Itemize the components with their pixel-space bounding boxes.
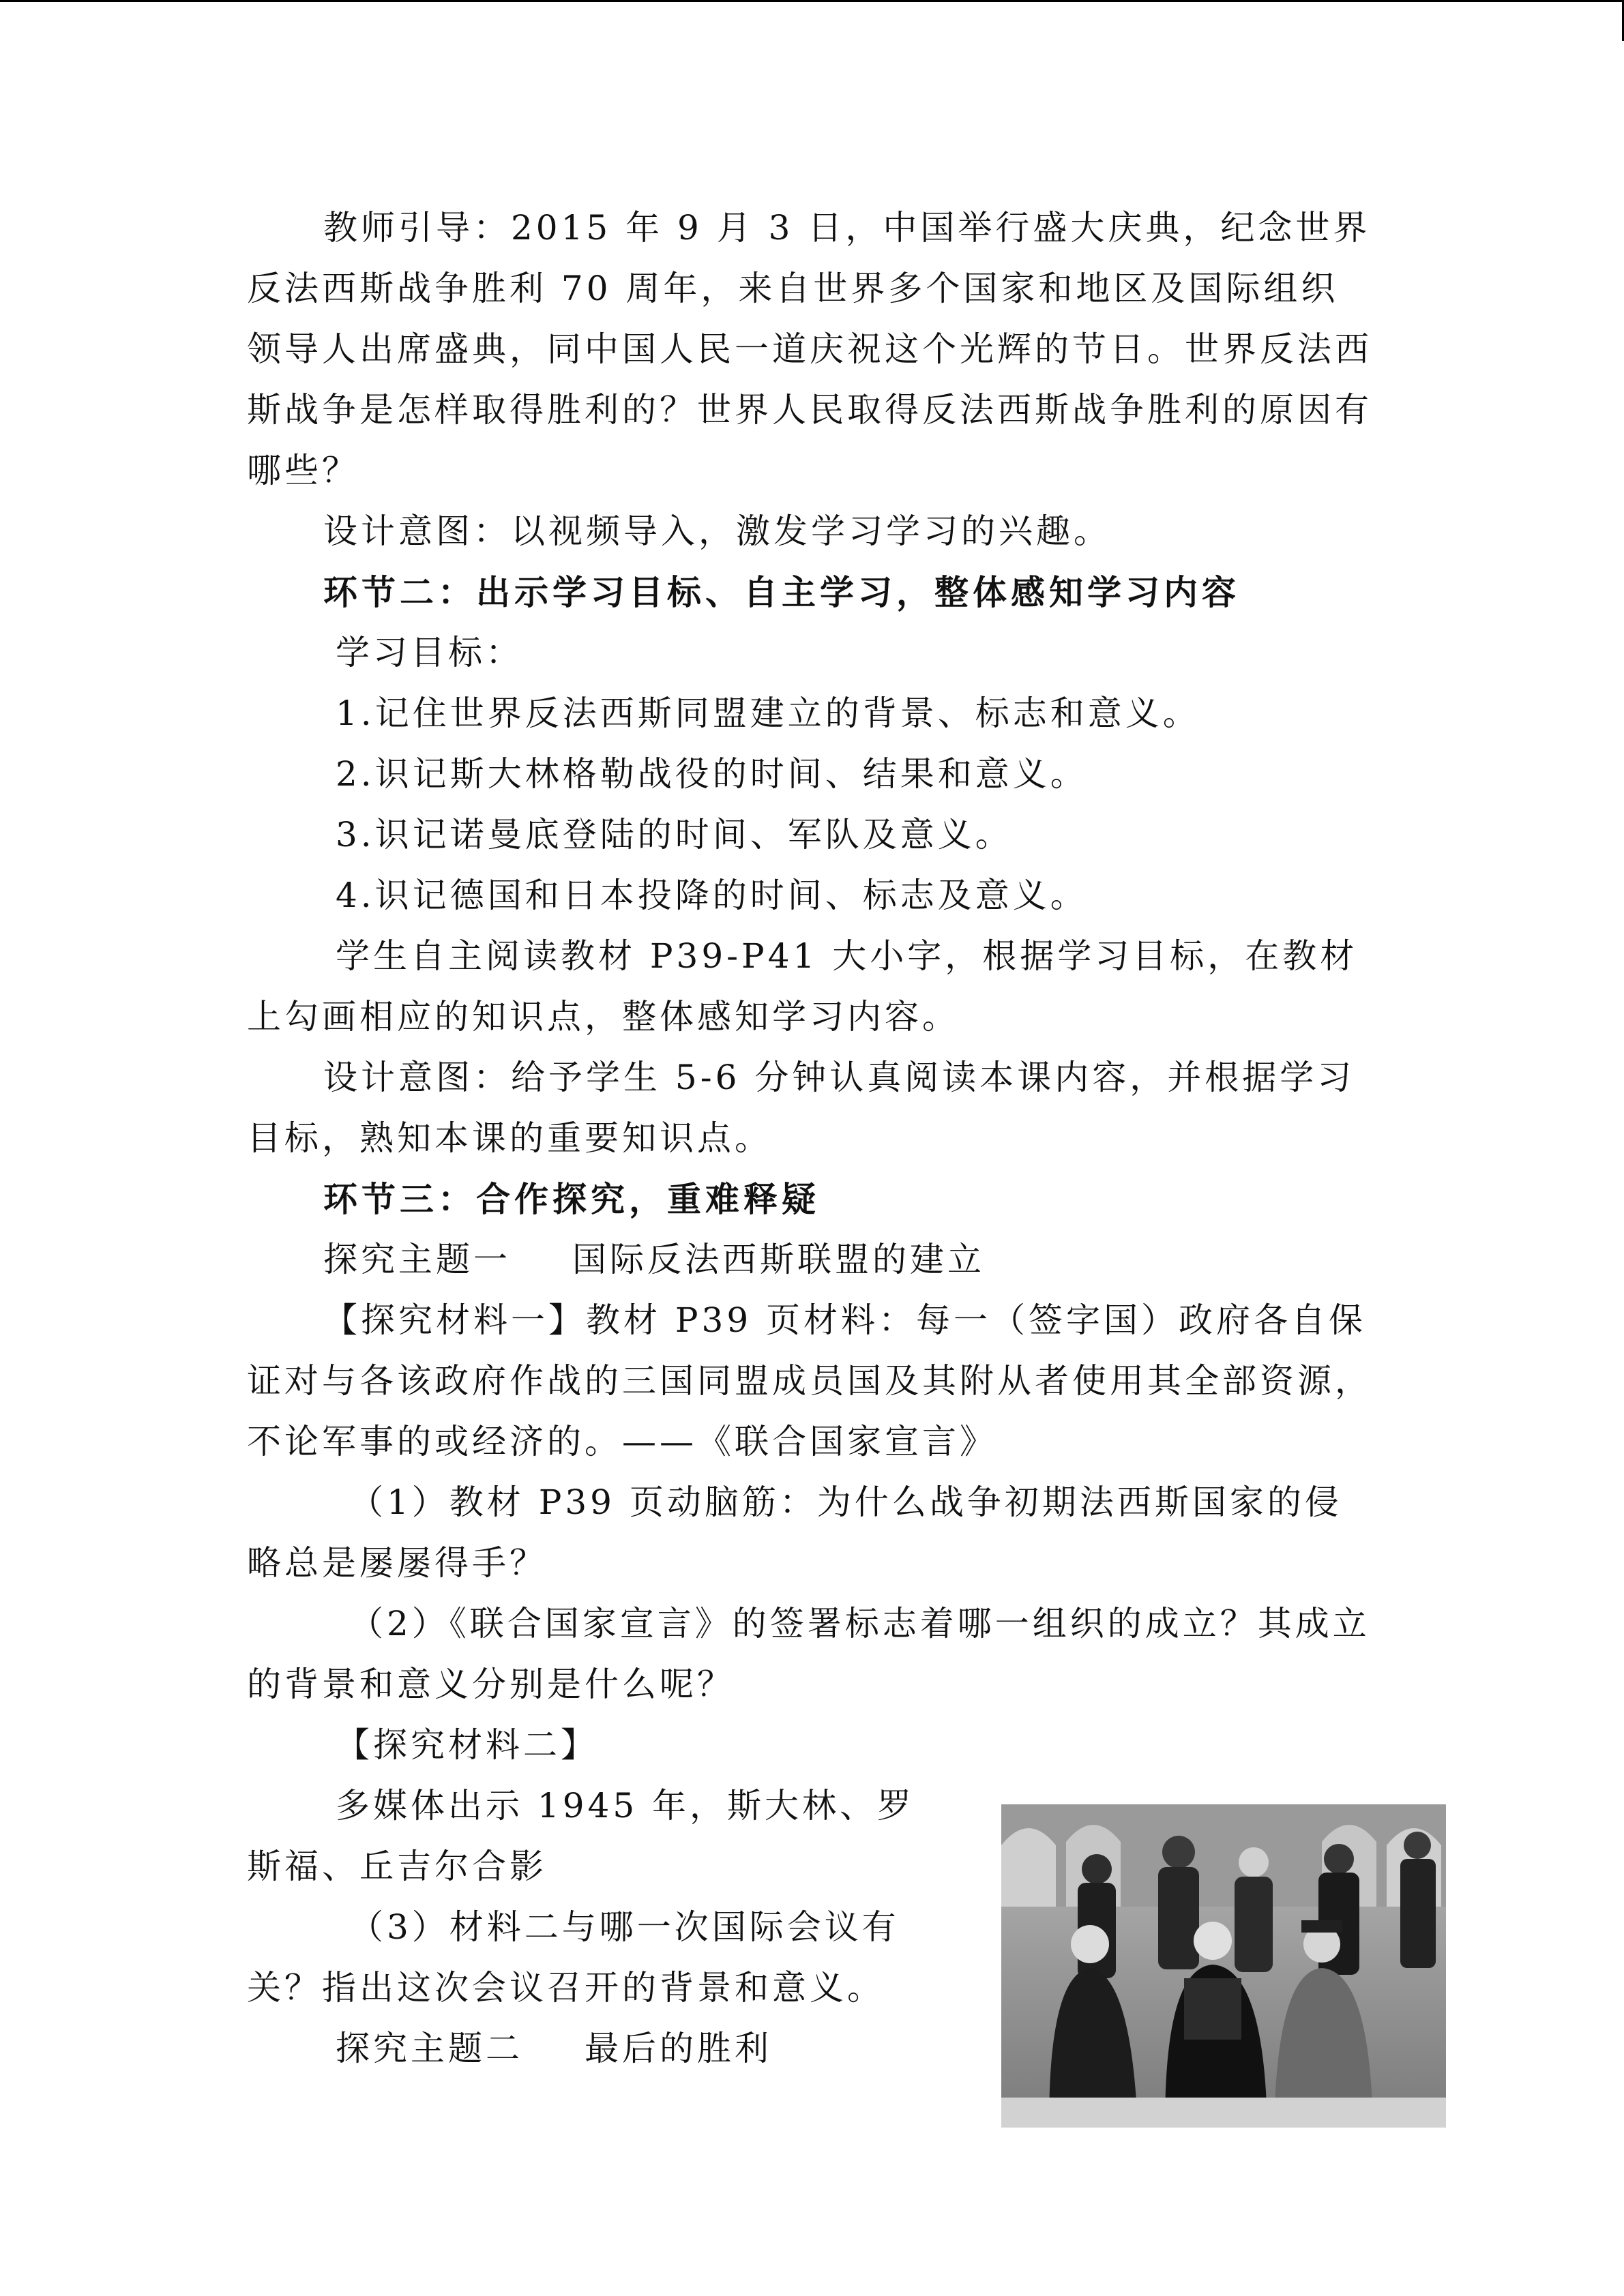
design-intent-2: 设计意图：给予学生 5-6 分钟认真阅读本课内容，并根据学习目标，熟知本课的重要知识点。: [247, 1058, 1355, 1158]
question-1: （1）教材 P39 页动脑筋：为什么战争初期法西斯国家的侵略总是屡屡得手？: [247, 1482, 1342, 1583]
inquiry-material-1: 【探究材料一】教材 P39 页材料：每一（签字国）政府各自保证对与各该政府作战的三国同盟成员国及其附从者使用其全部资源，不论军事的或经济的。——《联合国家宣言》: [247, 1300, 1372, 1461]
goal-item-1: 1.记住世界反法西斯同盟建立的背景、标志和意义。: [336, 694, 1200, 733]
inquiry-topic-1-title: 国际反法西斯联盟的建立: [572, 1240, 985, 1279]
page-border-top: [0, 0, 1624, 2]
section-heading-2: 环节二：出示学习目标、自主学习，整体感知学习内容: [323, 572, 1240, 612]
goal-item-4: 4.识记德国和日本投降的时间、标志及意义。: [336, 876, 1088, 915]
document-body: [247, 198, 1372, 2079]
section-heading-3: 环节三：合作探究，重难释疑: [323, 1179, 820, 1219]
question-2: （2）《联合国家宣言》的签署标志着哪一组织的成立？其成立的背景和意义分别是什么呢？: [247, 1604, 1370, 1704]
learning-goals-label: 学习目标：: [336, 633, 523, 672]
inquiry-topic-2-label: 探究主题二: [336, 2029, 523, 2068]
inquiry-topic-1-label: 探究主题一: [323, 1240, 511, 1279]
inquiry-material-2-text: 多媒体出示 1945 年，斯大林、罗斯福、丘吉尔合影: [247, 1786, 915, 1886]
inquiry-topic-1: [247, 1229, 1372, 1290]
photo-illustration: [1001, 1804, 1446, 2128]
inquiry-material-2-label: 【探究材料二】: [336, 1725, 598, 1765]
goal-item-3: 3.识记诺曼底登陆的时间、军队及意义。: [336, 815, 1013, 854]
self-study-paragraph: 学生自主阅读教材 P39-P41 大小字，根据学习目标，在教材上勾画相应的知识点，整体感知学习内容。: [247, 936, 1358, 1037]
inquiry-topic-2-title: 最后的胜利: [585, 2029, 772, 2068]
question-3: （3）材料二与哪一次国际会议有关？指出这次会议召开的背景和意义。: [247, 1907, 900, 2008]
yalta-leaders-photo: [1001, 1804, 1446, 2128]
teacher-guidance-paragraph: 教师引导：2015 年 9 月 3 日，中国举行盛大庆典，纪念世界反法西斯战争胜利 70 周年，来自世界多个国家和地区及国际组织领导人出席盛典，同中国人民一道庆祝这个光辉的节日。世界反法西斯战争是怎样取得胜利的？世界人民取得反法西斯战争胜利的原因有哪些？: [247, 208, 1372, 490]
goal-item-2: 2.识记斯大林格勒战役的时间、结果和意义。: [336, 754, 1088, 794]
design-intent-1: 设计意图：以视频导入，激发学习学习的兴趣。: [323, 511, 1111, 551]
